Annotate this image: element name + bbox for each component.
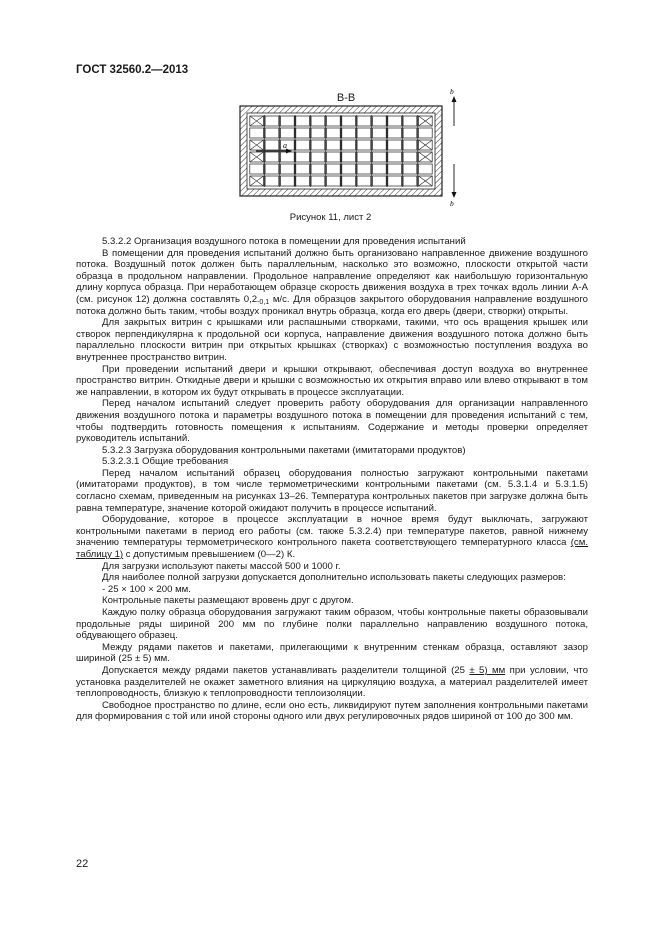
control-pack	[265, 128, 279, 138]
control-pack	[403, 152, 417, 162]
control-pack	[327, 176, 341, 186]
paragraph: При проведении испытаний двери и крышки открывают, обеспечивая доступ воздуха во внутреннее пространство витрин. Откидные двери и крышки с возможностью их открытия вправо или влево открывают в том же направлении, в котором их будут открывать в процессе эксплуатации.	[76, 363, 588, 398]
control-pack	[296, 164, 310, 174]
control-pack	[281, 128, 295, 138]
control-pack	[357, 128, 371, 138]
control-pack	[281, 176, 295, 186]
control-pack	[403, 116, 417, 126]
control-pack	[311, 164, 325, 174]
control-pack	[281, 152, 295, 162]
paragraph: 5.3.2.2 Организация воздушного потока в помещении для проведения испытаний	[102, 236, 466, 247]
tolerance-underlined: ± 5) мм	[469, 664, 506, 676]
control-pack	[281, 116, 295, 126]
control-pack	[403, 176, 417, 186]
control-pack	[403, 128, 417, 138]
control-pack	[388, 140, 402, 150]
page-number: 22	[76, 858, 89, 870]
control-pack	[373, 164, 387, 174]
control-pack	[296, 116, 310, 126]
control-pack	[342, 116, 356, 126]
control-pack	[373, 152, 387, 162]
paragraph: - 25 × 100 × 200 мм.	[102, 583, 191, 595]
control-pack	[388, 176, 402, 186]
control-pack	[265, 152, 279, 162]
control-pack	[265, 116, 279, 126]
control-pack	[327, 152, 341, 162]
figure-section-label: В-В	[336, 92, 356, 104]
control-pack	[281, 164, 295, 174]
figure-section-b-b	[236, 88, 466, 208]
control-pack	[357, 152, 371, 162]
label-b-top: b	[450, 88, 454, 96]
control-pack	[327, 164, 341, 174]
control-pack	[296, 140, 310, 150]
control-pack	[265, 176, 279, 186]
control-pack	[419, 128, 433, 138]
control-pack	[311, 176, 325, 186]
control-pack	[373, 140, 387, 150]
control-pack	[311, 128, 325, 138]
control-pack	[373, 116, 387, 126]
paragraph: Для наиболее полной загрузки допускается дополнительно использовать пакеты следующих размеров:	[102, 572, 566, 584]
paragraph: Допускается между рядами пакетов устанавливать разделители толщиной (25 ± 5) мм при условии, что установка разделителей не окажет заметного влияния на циркуляцию воздуха, а материал разделителей имеет теплопроводность, близкую к теплопроводности теплоизоляции.	[76, 664, 588, 700]
paragraph: В помещении для проведения испытаний должно быть организовано направленное движение воздушного потока. Воздушный поток должен быть параллельным, насколько это возможно, плоскости открытой части образца в продольном направлении. Продольное направление определяют как наибольшую горизонтальную длину корпуса образца. При неработающем образце скорость движения воздуха в трех точках вдоль линии А-А (см. рисунок 12) должна составлять $0,2_{-0,1}$ м/с. Для образцов закрытого оборудования направление воздушного потока должно быть таким, чтобы воздух проникал внутрь образца, когда его дверь (двери, створки) открыты.	[76, 247, 589, 317]
control-pack	[265, 140, 279, 150]
figure-caption: Рисунок 11, лист 2	[289, 212, 372, 223]
control-pack	[296, 176, 310, 186]
paragraph: 5.3.2.3 Загрузка оборудования контрольными пакетами (имитаторами продуктов)	[102, 444, 466, 456]
paragraph: Между рядами пакетов и пакетами, прилегающими к внутренним стенкам образца, оставляют зазор шириной (25 ± 5) мм.	[76, 641, 588, 665]
paragraph: Перед началом испытаний образец оборудования полностью загружают контрольными пакетами (имитаторами продуктов), в том числе термометрическими контрольными пакетами (см. 5.3.1.4 и 5.3.1.5) согласно схемам, приведенным на рисунках 13–26. Температура контрольных пакетов при загрузке должна быть равна температуре, значение которой ожидают получить в процессе испытаний.	[76, 467, 588, 514]
control-pack	[357, 140, 371, 150]
control-pack	[250, 128, 264, 138]
control-pack	[388, 152, 402, 162]
paragraph: 5.3.2.3.1 Общие требования	[102, 456, 229, 468]
label-a: a	[283, 141, 287, 150]
control-pack	[388, 116, 402, 126]
control-pack	[403, 140, 417, 150]
control-pack	[357, 116, 371, 126]
paragraph: Каждую полку образца оборудования загружают таким образом, чтобы контрольные пакеты образовывали продольные ряды шириной 200 мм по глубине полки параллельно направлению воздушного потока, обдувающего образец.	[76, 607, 588, 642]
paragraph: Перед началом испытаний следует проверить работу оборудования для организации направленного движения воздушного потока и параметры воздушного потока в помещении для проведения испытаний с тем, чтобы подтвердить готовность помещения к испытаниям. Содержание и методы проверки определяет руководитель испытаний.	[76, 398, 588, 445]
body-text	[76, 236, 588, 723]
control-pack	[250, 164, 264, 174]
control-pack	[388, 164, 402, 174]
control-pack	[342, 128, 356, 138]
control-pack	[388, 128, 402, 138]
paragraph: Оборудование, которое в процессе эксплуатации в ночное время будут выключать, загружают контрольными пакетами в период его работы (см. также 5.3.2.4) при температуре пакетов, равной нижнему значению температуры термометрического контрольного пакета соответствующего температурного класса (см. таблицу 1) с допустимым превышением (0—2) К.	[76, 514, 588, 561]
control-pack	[296, 128, 310, 138]
control-pack	[373, 128, 387, 138]
control-pack	[296, 152, 310, 162]
control-pack	[265, 164, 279, 174]
control-pack	[342, 164, 356, 174]
paragraph: Для загрузки используют пакеты массой 500 и 1000 г.	[102, 560, 341, 572]
label-b-bottom: b	[450, 199, 454, 208]
control-pack	[311, 152, 325, 162]
paragraph: Контрольные пакеты размещают вровень друг с другом.	[102, 595, 354, 607]
table-reference: (см. таблицу 1)	[76, 537, 588, 561]
control-pack	[342, 152, 356, 162]
control-pack	[357, 176, 371, 186]
paragraph: Свободное пространство по длине, если оно есть, ликвидируют путем заполнения контрольными пакетами для формирования с той или иной стороны одного или двух регулировочных рядов шириной от 100 до 300 мм.	[76, 699, 588, 723]
control-pack	[327, 116, 341, 126]
control-pack	[357, 164, 371, 174]
control-pack	[342, 140, 356, 150]
control-pack	[342, 176, 356, 186]
document-header: ГОСТ 32560.2—2013	[76, 64, 189, 76]
control-pack	[327, 140, 341, 150]
control-pack	[311, 140, 325, 150]
control-pack	[403, 164, 417, 174]
section-arrow-bottom	[452, 192, 457, 198]
control-pack	[419, 164, 433, 174]
cabinet-section-drawing	[236, 88, 466, 208]
control-pack	[311, 116, 325, 126]
control-pack	[373, 176, 387, 186]
control-pack	[327, 128, 341, 138]
paragraph: Для закрытых витрин с крышками или распашными створками, такими, что ось вращения крышек или створок перпендикулярна к продольной оси корпуса, направление движения воздушного потока должно быть параллельно плоскости витрин при открытых крышках (створках) с возможностью поступления воздуха во внутреннее пространство витрин.	[76, 317, 588, 363]
